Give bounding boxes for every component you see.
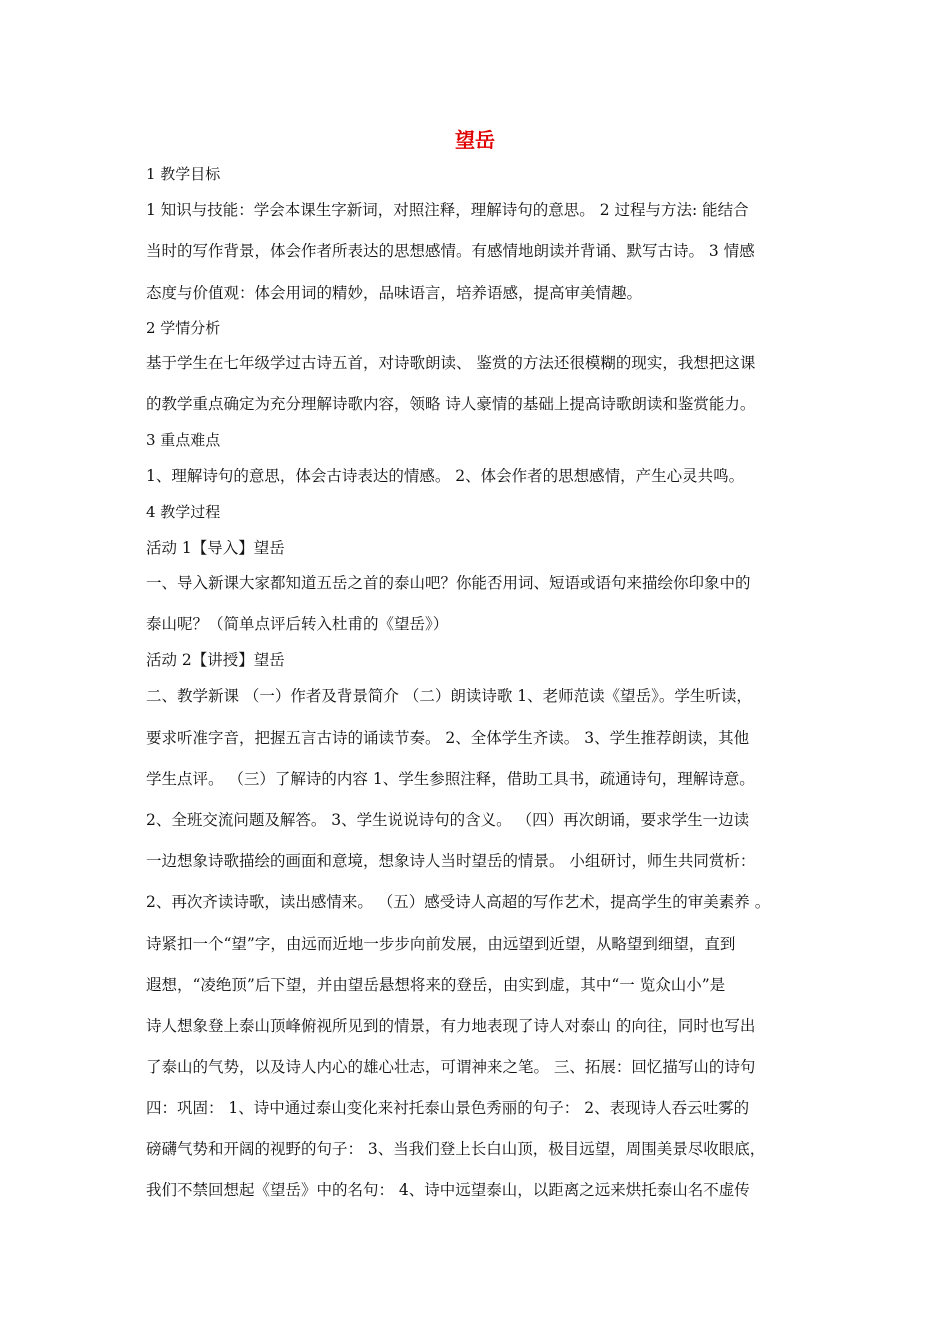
section-heading-objectives: 1 教学目标 — [146, 165, 221, 183]
paragraph-line: 1、理解诗句的意思，体会古诗表达的情感。 2、体会作者的思想感情，产生心灵共鸣。 — [146, 467, 745, 485]
section-heading-key-points: 3 重点难点 — [146, 431, 221, 449]
document-title: 望岳 — [455, 128, 495, 152]
paragraph-line: 基于学生在七年级学过古诗五首，对诗歌朗读、 鉴赏的方法还很模糊的现实，我想把这课 — [146, 354, 756, 372]
paragraph-line: 我们不禁回想起《望岳》中的名句： 4、诗中远望泰山，以距离之远来烘托泰山名不虚传 — [146, 1181, 750, 1199]
section-heading-process: 4 教学过程 — [146, 503, 221, 521]
paragraph-line: 一边想象诗歌描绘的画面和意境，想象诗人当时望岳的情景。 小组研讨，师生共同赏析： — [146, 852, 756, 870]
paragraph-line: 一、导入新课大家都知道五岳之首的泰山吧？你能否用词、短语或语句来描绘你印象中的 — [146, 574, 751, 592]
activity-heading-2: 活动 2【讲授】望岳 — [146, 651, 285, 669]
paragraph-line: 态度与价值观：体会用词的精妙，品味语言，培养语感，提高审美情趣。 — [146, 284, 643, 302]
paragraph-line: 泰山呢？（简单点评后转入杜甫的《望岳》） — [146, 615, 449, 633]
paragraph-line: 磅礴气势和开阔的视野的句子： 3、当我们登上长白山顶，极目远望，周围美景尽收眼底， — [146, 1140, 766, 1158]
paragraph-line: 要求听准字音，把握五言古诗的诵读节奏。 2、全体学生齐读。 3、学生推荐朗读，其他 — [146, 729, 750, 747]
paragraph-line: 学生点评。 （三）了解诗的内容 1、学生参照注释，借助工具书，疏通诗句，理解诗意。 — [146, 770, 755, 788]
paragraph-line: 二、教学新课 （一）作者及背景简介 （二）朗读诗歌 1、老师范读《望岳》。学生听读， — [146, 687, 752, 705]
paragraph-line: 了泰山的气势，以及诗人内心的雄心壮志，可谓神来之笔。 三、拓展：回忆描写山的诗句 — [146, 1058, 756, 1076]
paragraph-line: 遐想，“凌绝顶”后下望，并由望岳悬想将来的登岳，由实到虚，其中“一 览众山小”是 — [146, 976, 726, 994]
paragraph-line: 诗人想象登上泰山顶峰俯视所见到的情景，有力地表现了诗人对泰山 的向往，同时也写出 — [146, 1017, 756, 1035]
section-heading-analysis: 2 学情分析 — [146, 319, 221, 337]
paragraph-line: 诗紧扣一个“望”字，由远而近地一步步向前发展，由远望到近望，从略望到细望，直到 — [146, 935, 736, 953]
paragraph-line: 的教学重点确定为充分理解诗歌内容，领略 诗人豪情的基础上提高诗歌朗读和鉴赏能力。 — [146, 395, 756, 413]
activity-heading-1: 活动 1【导入】望岳 — [146, 539, 285, 557]
paragraph-line: 1 知识与技能：学会本课生字新词，对照注释，理解诗句的意思。 2 过程与方法: 能结合 — [146, 201, 749, 219]
paragraph-line: 2、再次齐读诗歌，读出感情来。 （五）感受诗人高超的写作艺术，提高学生的审美素养 。 — [146, 893, 771, 911]
paragraph-line: 当时的写作背景，体会作者所表达的思想感情。有感情地朗读并背诵、默写古诗。 3 情感 — [146, 242, 755, 260]
paragraph-line: 四：巩固： 1、诗中通过泰山变化来衬托泰山景色秀丽的句子： 2、表现诗人吞云吐雾的 — [146, 1099, 750, 1117]
paragraph-line: 2、全班交流问题及解答。 3、学生说说诗句的含义。 （四）再次朗诵，要求学生一边读 — [146, 811, 750, 829]
